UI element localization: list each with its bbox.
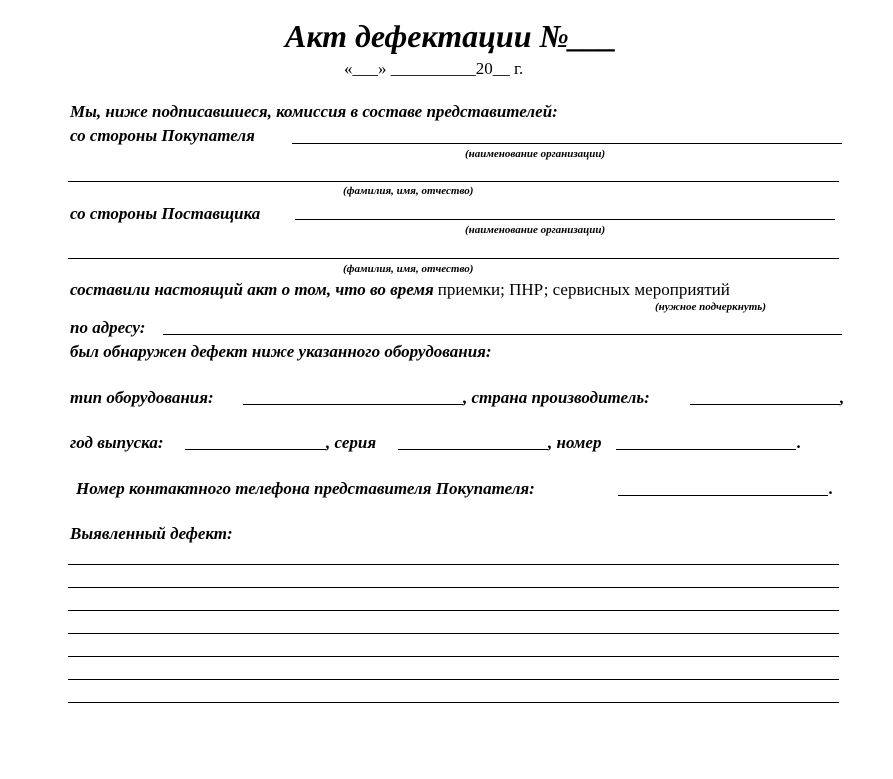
phone-field[interactable] bbox=[618, 495, 828, 496]
equipment-type-label: тип оборудования: bbox=[70, 388, 214, 407]
series-field[interactable] bbox=[398, 449, 548, 450]
intro-text: Мы, ниже подписавшиеся, комиссия в составе представителей: bbox=[70, 102, 558, 121]
number-field[interactable] bbox=[616, 449, 796, 450]
buyer-label: со стороны Покупателя bbox=[70, 126, 255, 145]
year-label: год выпуска: bbox=[70, 433, 164, 452]
defect-line[interactable] bbox=[68, 633, 839, 634]
act-statement bbox=[70, 281, 730, 299]
country-trailing-comma: , bbox=[840, 388, 845, 407]
number-label: , номер bbox=[548, 433, 602, 452]
defect-line[interactable] bbox=[68, 587, 839, 588]
country-field[interactable] bbox=[690, 404, 840, 405]
page-title: Акт дефектации №___ bbox=[285, 18, 617, 54]
act-statement-italic: составили настоящий акт о том, что во время bbox=[70, 280, 434, 299]
equipment-type-field[interactable] bbox=[243, 404, 463, 405]
buyer-org-field[interactable] bbox=[292, 143, 842, 144]
buyer-fio-hint: (фамилия, имя, отчество) bbox=[343, 185, 474, 197]
address-field[interactable] bbox=[163, 334, 842, 335]
supplier-fio-field[interactable] bbox=[68, 258, 839, 259]
defect-line[interactable] bbox=[68, 679, 839, 680]
supplier-label: со стороны Поставщика bbox=[70, 204, 261, 223]
defect-line[interactable] bbox=[68, 610, 839, 611]
supplier-org-hint: (наименование организации) bbox=[465, 224, 606, 236]
buyer-fio-field[interactable] bbox=[68, 181, 839, 182]
date-line: «___» __________20__ г. bbox=[344, 59, 524, 78]
underline-hint: (нужное подчеркнуть) bbox=[655, 301, 766, 313]
supplier-org-field[interactable] bbox=[295, 219, 835, 220]
found-text: был обнаружен дефект ниже указанного оборудования: bbox=[70, 342, 492, 361]
defect-line[interactable] bbox=[68, 656, 839, 657]
year-field[interactable] bbox=[185, 449, 326, 450]
series-label: , серия bbox=[326, 433, 377, 452]
country-label: , страна производитель: bbox=[463, 388, 650, 407]
supplier-fio-hint: (фамилия, имя, отчество) bbox=[343, 263, 474, 275]
buyer-org-hint: (наименование организации) bbox=[465, 148, 606, 160]
defect-line[interactable] bbox=[68, 702, 839, 703]
phone-label: Номер контактного телефона представителя Покупателя: bbox=[76, 479, 535, 498]
number-trailing-period: . bbox=[797, 433, 802, 452]
phone-trailing-period: . bbox=[829, 479, 834, 498]
address-label: по адресу: bbox=[70, 318, 146, 337]
defect-line[interactable] bbox=[68, 564, 839, 565]
act-statement-options: приемки; ПНР; сервисных мероприятий bbox=[437, 280, 730, 299]
defect-label: Выявленный дефект: bbox=[70, 524, 233, 543]
